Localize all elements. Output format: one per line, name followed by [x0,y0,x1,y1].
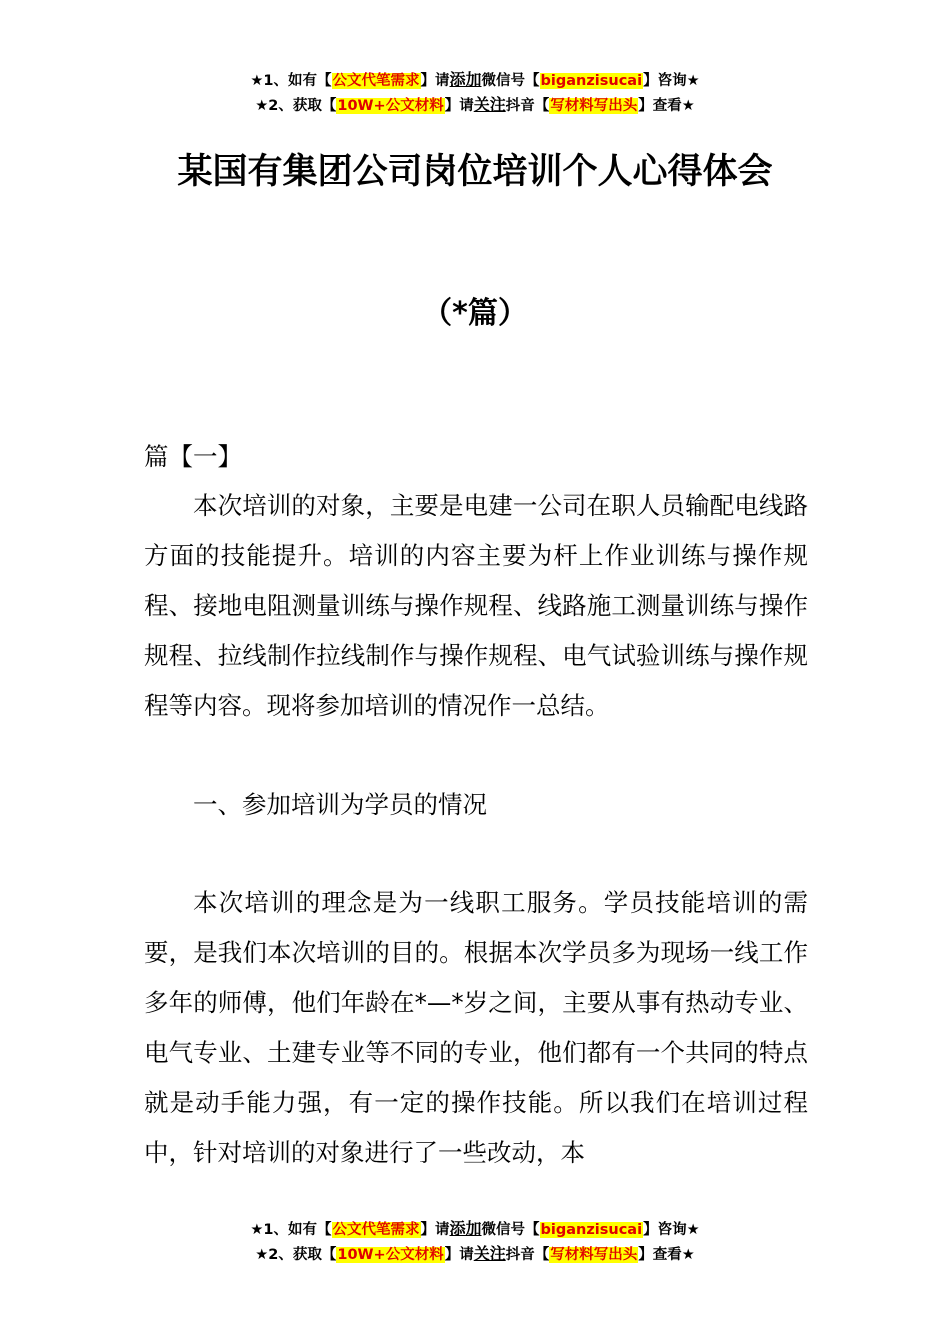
highlight-douyin: 写材料写出头 [550,98,638,114]
banner-text: 】请 [420,1222,450,1238]
heading-1-text: 一、参加培训为学员的情况 [193,790,487,819]
banner-line-1 [0,1217,950,1242]
highlight-wechat-id: biganzisucai [540,1222,643,1238]
star-icon: ★ [255,1247,269,1263]
underlined-text: 关注 [473,95,506,114]
star-icon: ★ [681,98,695,114]
star-icon: ★ [250,73,264,89]
paragraph-1-text: 本次培训的对象，主要是电建一公司在职人员输配电线路方面的技能提升。培训的内容主要为杆上作业训练与操作规程、接地电阻测量训练与操作规程、线路施工测量训练与操作规程、拉线制作拉线制作与操作规程、电气试验训练与操作规程等内容。现将参加培训的情况作一总结。 [144,491,808,720]
star-icon: ★ [686,73,700,89]
banner-text: 1、如有【 [263,1222,332,1238]
document-subtitle: （*篇） [422,296,528,331]
highlight-materials: 10W+公文材料 [337,98,444,114]
banner-text: 】请 [420,73,450,89]
bottom-banner [0,1217,950,1267]
banner-text: 】请 [444,1247,474,1263]
banner-line-1 [0,68,950,93]
banner-text: 2、获取【 [268,98,337,114]
banner-text: 抖音【 [505,98,550,114]
banner-text: 】查看 [638,98,682,114]
highlight-wechat-id: biganzisucai [540,73,643,89]
banner-text: 】咨询 [643,73,687,89]
underlined-text: 添加 [449,1219,482,1238]
star-icon: ★ [686,1222,700,1238]
banner-line-2 [0,93,950,118]
banner-text: 微信号【 [481,1222,540,1238]
star-icon: ★ [681,1247,695,1263]
document-title: 某国有集团公司岗位培训个人心得体会 [177,152,773,192]
banner-line-2 [0,1242,950,1267]
heading-1 [144,780,808,830]
underlined-text: 关注 [473,1244,506,1263]
top-banner [0,68,950,118]
banner-text: 】请 [444,98,474,114]
highlight-service: 公文代笔需求 [332,1222,420,1238]
highlight-materials: 10W+公文材料 [337,1247,444,1263]
banner-text: 2、获取【 [268,1247,337,1263]
highlight-douyin: 写材料写出头 [550,1247,638,1263]
underlined-text: 添加 [449,70,482,89]
section-label [144,432,808,482]
paragraph-2-text: 本次培训的理念是为一线职工服务。学员技能培训的需要，是我们本次培训的目的。根据本次学员多为现场一线工作多年的师傅，他们年龄在*—*岁之间，主要从事有热动专业、电气专业、土建专业等不同的专业，他们都有一个共同的特点就是动手能力强，有一定的操作技能。所以我们在培训过程中，针对培训的对象进行了一些改动，本 [144,888,808,1167]
highlight-service: 公文代笔需求 [332,73,420,89]
banner-text: 】咨询 [643,1222,687,1238]
banner-text: 抖音【 [505,1247,550,1263]
banner-text: 微信号【 [481,73,540,89]
banner-text: 1、如有【 [263,73,332,89]
star-icon: ★ [255,98,269,114]
banner-text: 】查看 [638,1247,682,1263]
section-label-text: 篇【一】 [144,442,242,471]
paragraph-2 [144,878,808,1178]
star-icon: ★ [250,1222,264,1238]
paragraph-1 [144,481,808,731]
